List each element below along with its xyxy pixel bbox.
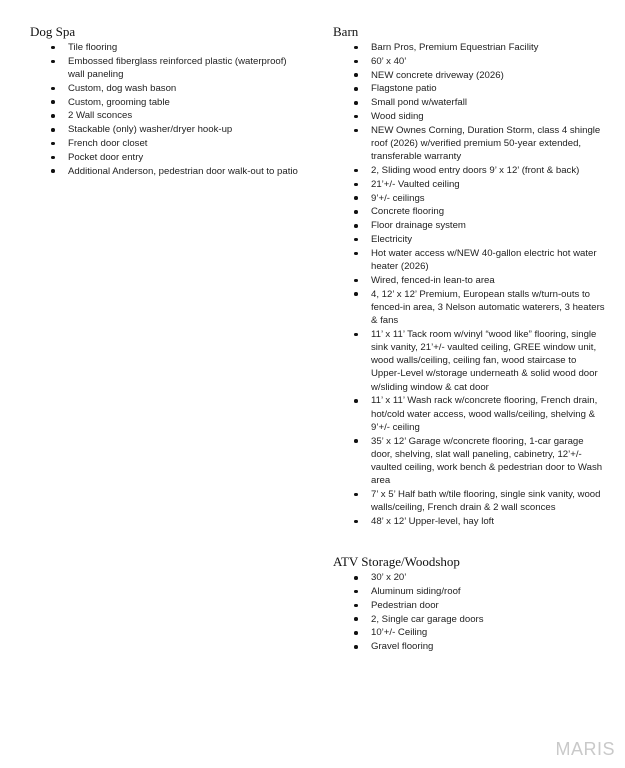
bullet-icon bbox=[354, 183, 358, 187]
bullet-icon bbox=[51, 128, 55, 132]
bullet-icon bbox=[51, 100, 55, 104]
list-item-text: Electricity bbox=[371, 233, 413, 245]
list-item bbox=[333, 55, 605, 68]
list-item bbox=[333, 205, 605, 218]
bullet-icon bbox=[51, 87, 55, 91]
list-item-text: 10’+/- Ceiling bbox=[371, 627, 428, 639]
list-item-text: 21’+/- Vaulted ceiling bbox=[371, 178, 460, 190]
list-item-text: NEW Ownes Corning, Duration Storm, class 4 shingle roof (2026) w/verified premium 50-year extended, transferable warranty bbox=[371, 124, 601, 163]
list-item bbox=[333, 124, 605, 164]
list-item bbox=[30, 137, 305, 150]
list-item-text: Wired, fenced-in lean-to area bbox=[371, 274, 495, 286]
bullet-icon bbox=[354, 210, 358, 214]
list-item bbox=[30, 165, 305, 178]
list-item bbox=[333, 164, 605, 177]
barn-title: Barn bbox=[333, 24, 359, 39]
list-item bbox=[333, 247, 605, 273]
bullet-icon bbox=[354, 590, 358, 594]
bullet-icon bbox=[354, 399, 358, 403]
bullet-icon bbox=[354, 115, 358, 119]
dog-spa-section bbox=[30, 24, 305, 178]
bullet-icon bbox=[354, 292, 358, 296]
bullet-icon bbox=[354, 101, 358, 105]
bullet-icon bbox=[354, 196, 358, 200]
list-item-text: Concrete flooring bbox=[371, 206, 445, 218]
list-item bbox=[333, 571, 605, 584]
bullet-icon bbox=[354, 520, 358, 524]
left-column bbox=[30, 24, 305, 178]
barn-section bbox=[333, 24, 605, 528]
list-item-text: Small pond w/waterfall bbox=[371, 97, 467, 109]
bullet-icon bbox=[51, 169, 55, 173]
bullet-icon bbox=[51, 156, 55, 160]
bullet-icon bbox=[354, 604, 358, 608]
bullet-icon bbox=[354, 238, 358, 242]
maris-watermark: MARIS bbox=[555, 739, 615, 759]
list-item bbox=[333, 435, 605, 488]
bullet-icon bbox=[354, 576, 358, 580]
list-item bbox=[333, 328, 605, 394]
list-item bbox=[333, 219, 605, 232]
list-item-text: 11’ x 11’ Tack room w/vinyl “wood like” flooring, single sink vanity, 21’+/- vaulted ceiling, GREE window unit, wood walls/ceiling, ceiling fan, wood staircase to Upper-Level w/storage underneath & solid wood door w/sliding window & cat door bbox=[371, 328, 598, 393]
list-item bbox=[333, 41, 605, 54]
dog-spa-title: Dog Spa bbox=[30, 24, 76, 39]
bullet-icon bbox=[354, 493, 358, 497]
list-item-text: 2, Sliding wood entry doors 9’ x 12’ (front & back) bbox=[371, 164, 580, 176]
list-item-text: 30’ x 20’ bbox=[371, 572, 407, 584]
bullet-icon bbox=[354, 60, 358, 64]
list-item-text: 48’ x 12’ Upper-level, hay loft bbox=[371, 515, 495, 527]
list-item-text: 4, 12’ x 12’ Premium, European stalls w/turn-outs to fenced-in area, 3 Nelson automatic waterers, 3 heaters & fans bbox=[371, 288, 605, 326]
list-item bbox=[30, 41, 305, 54]
bullet-icon bbox=[51, 60, 55, 64]
bullet-icon bbox=[354, 279, 358, 283]
list-item bbox=[30, 123, 305, 136]
list-item-text: Aluminum siding/roof bbox=[371, 585, 461, 597]
list-item-text: 2, Single car garage doors bbox=[371, 613, 484, 625]
list-item-text: NEW concrete driveway (2026) bbox=[371, 69, 504, 81]
list-item-text: Floor drainage system bbox=[371, 220, 466, 232]
list-item bbox=[30, 82, 305, 95]
bullet-icon bbox=[354, 631, 358, 635]
list-item bbox=[30, 55, 305, 81]
list-item bbox=[333, 82, 605, 95]
list-item bbox=[333, 394, 605, 434]
atv-storage-title: ATV Storage/Woodshop bbox=[333, 554, 460, 570]
bullet-icon bbox=[51, 46, 55, 50]
atv-storage-list bbox=[333, 571, 605, 653]
list-item-text: Gravel flooring bbox=[371, 641, 434, 653]
list-item-text: Embossed fiberglass reinforced plastic (waterproof) wall paneling bbox=[68, 55, 287, 80]
list-item-text: Pedestrian door bbox=[371, 599, 439, 611]
bullet-icon bbox=[354, 224, 358, 228]
list-item-text: French door closet bbox=[68, 137, 148, 149]
list-item bbox=[333, 274, 605, 287]
list-item-text: Tile flooring bbox=[68, 42, 118, 53]
bullet-icon bbox=[354, 46, 358, 50]
list-item-text: 60’ x 40’ bbox=[371, 55, 407, 67]
bullet-icon bbox=[354, 617, 358, 621]
list-item-text: 2 Wall sconces bbox=[68, 110, 133, 122]
list-item bbox=[30, 109, 305, 122]
bullet-icon bbox=[354, 252, 358, 256]
list-item bbox=[333, 69, 605, 82]
list-item-text: 9’+/- ceilings bbox=[371, 192, 425, 204]
list-item-text: Pocket door entry bbox=[68, 151, 144, 163]
list-item-text: Barn Pros, Premium Equestrian Facility bbox=[371, 42, 539, 53]
list-item bbox=[333, 599, 605, 612]
list-item-text: Stackable (only) washer/dryer hook-up bbox=[68, 124, 233, 136]
bullet-icon bbox=[354, 129, 358, 133]
list-item-text: 7’ x 5’ Half bath w/tile flooring, single sink vanity, wood walls/ceiling, French drain & 2 wall sconces bbox=[371, 488, 601, 514]
list-item-text: Hot water access w/NEW 40-gallon electric hot water heater (2026) bbox=[371, 247, 597, 272]
atv-storage-section bbox=[333, 554, 605, 653]
list-item-text: Additional Anderson, pedestrian door walk-out to patio bbox=[68, 165, 298, 177]
list-item bbox=[333, 96, 605, 109]
list-item-text: 35’ x 12’ Garage w/concrete flooring, 1-car garage door, shelving, slat wall paneling, cabinetry, 12’+/- vaulted ceiling, work bench & pedestrian door to Wash area bbox=[371, 435, 603, 487]
list-item-text: Custom, dog wash bason bbox=[68, 82, 177, 94]
bullet-icon bbox=[51, 142, 55, 146]
bullet-icon bbox=[354, 333, 358, 337]
list-item bbox=[30, 151, 305, 164]
list-item bbox=[333, 110, 605, 123]
list-item-text: Flagstone patio bbox=[371, 83, 437, 95]
list-item bbox=[333, 626, 605, 639]
barn-list bbox=[333, 41, 605, 528]
right-column bbox=[333, 24, 605, 654]
list-item-text: Wood siding bbox=[371, 110, 424, 122]
bullet-icon bbox=[354, 87, 358, 91]
bullet-icon bbox=[354, 645, 358, 649]
list-item bbox=[333, 288, 605, 328]
list-item-text: Custom, grooming table bbox=[68, 96, 170, 108]
bullet-icon bbox=[51, 114, 55, 118]
list-item bbox=[333, 178, 605, 191]
list-item bbox=[333, 515, 605, 528]
bullet-icon bbox=[354, 169, 358, 173]
list-item bbox=[333, 613, 605, 626]
list-item bbox=[30, 96, 305, 109]
list-item bbox=[333, 640, 605, 653]
list-item bbox=[333, 585, 605, 598]
list-item-text: 11’ x 11’ Wash rack w/concrete flooring, French drain, hot/cold water access, wood walls/ceiling, shelving & 9’+/- ceiling bbox=[371, 395, 598, 433]
dog-spa-list bbox=[30, 41, 305, 178]
list-item bbox=[333, 233, 605, 246]
bullet-icon bbox=[354, 439, 358, 443]
list-item bbox=[333, 488, 605, 514]
list-item bbox=[333, 192, 605, 205]
bullet-icon bbox=[354, 73, 358, 77]
